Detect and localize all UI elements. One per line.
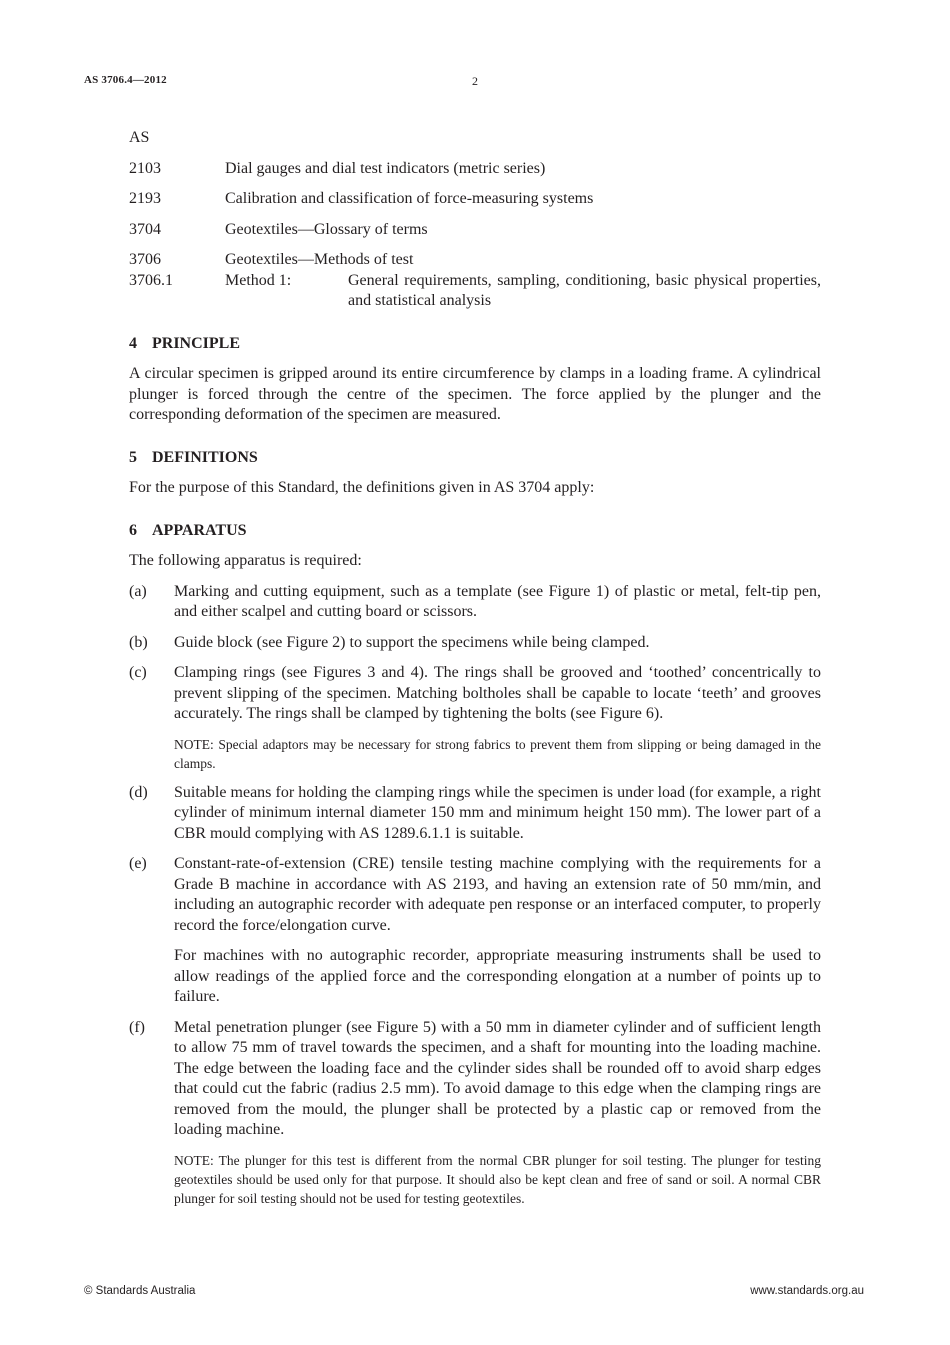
section-heading-definitions [129, 448, 821, 469]
item-body [174, 783, 821, 845]
reference-number: 3704 [129, 220, 161, 238]
item-text: Constant-rate-of-extension (CRE) tensile testing machine complying with the requirements for a Grade B machine in accordance with AS 2193, and having an extension rate of 50 mm/min, and including an autographic recorder with adequate pen response or an interfaced computer, to properly record the force/elongation curve. [174, 855, 821, 934]
principle-paragraph: A circular specimen is gripped around its entire circumference by clamps in a loading frame. A cylindrical plunger is forced through the centre of the specimen. The force applied by the plunger and the corresponding deformation of the specimen are measured. [129, 365, 821, 423]
references-list [129, 128, 821, 312]
reference-title: Calibration and classification of force-measuring systems [225, 190, 594, 207]
document-id: AS 3706.4—2012 [84, 74, 167, 86]
item-label: (c) [129, 664, 147, 681]
section-title: APPARATUS [152, 521, 247, 539]
item-label: (e) [129, 855, 147, 872]
item-body [174, 663, 821, 773]
reference-row [129, 250, 821, 271]
item-note: NOTE: The plunger for this test is different from the normal CBR plunger for soil testing. The plunger for testing geotextiles should be used only for that purpose. It should also be kept clean and free of sand or soil. A normal CBR plunger for soil testing should not be used for testing geotextiles. [174, 1152, 821, 1206]
reference-title: Dial gauges and dial test indicators (metric series) [225, 159, 546, 177]
item-body [174, 633, 821, 654]
item-body [174, 582, 821, 623]
item-text: Suitable means for holding the clamping rings while the specimen is under load (for example, a right cylinder of minimum internal diameter 150 mm and minimum height 150 mm). The lower part of a CBR mould complying with AS 1289.6.1.1 is suitable. [174, 783, 821, 842]
document-body [129, 128, 821, 1218]
reference-subrow [129, 271, 821, 312]
references-heading: AS [129, 129, 150, 146]
apparatus-item-e [129, 854, 821, 1008]
item-note: NOTE: Special adaptors may be necessary for strong fabrics to prevent them from slipping or being damaged in the clamps. [174, 736, 821, 771]
section-heading-apparatus [129, 521, 821, 542]
section-title: PRINCIPLE [152, 334, 241, 352]
apparatus-item-d [129, 783, 821, 845]
reference-row [129, 189, 821, 210]
item-text: Guide block (see Figure 2) to support the specimens while being clamped. [174, 633, 650, 651]
footer-url[interactable]: www.standards.org.au [750, 1285, 864, 1297]
footer-copyright: © Standards Australia [84, 1285, 196, 1297]
definitions-paragraph: For the purpose of this Standard, the definitions given in AS 3704 apply: [129, 479, 595, 496]
item-text: Metal penetration plunger (see Figure 5) with a 50 mm in diameter cylinder and of sufficient length to allow 75 mm of travel towards the specimen, and a shaft for mounting into the loading machine. The edge between the loading face and the cylinder sides shall be rounded off to avoid sharp edges that could cut the fabric (radius 2.5 mm). To avoid damage to this edge when the clamping rings are removed from the mould, the plunger shall be protected by a plastic cap or removed from the loading machine. [174, 1018, 821, 1138]
item-label: (f) [129, 1018, 145, 1036]
section-heading-principle [129, 334, 821, 355]
reference-row [129, 159, 821, 180]
reference-title: Geotextiles—Methods of test [225, 251, 414, 268]
item-text-continued: For machines with no autographic recorder, appropriate measuring instruments shall be used to allow readings of the applied force and the corresponding elongation at a number of points up to failure. [174, 947, 821, 1005]
section-number: 5 [129, 448, 137, 466]
reference-method: Method 1: [225, 271, 292, 289]
page-number: 2 [472, 74, 478, 88]
apparatus-item-a [129, 582, 821, 623]
item-text: Clamping rings (see Figures 3 and 4). The rings shall be grooved and ‘toothed’ concentrically to prevent slipping of the specimen. Matching boltholes shall be capable to locate ‘teeth’ and grooves accurately. The rings shall be clamped by tightening the bolts (see Figure 6). [174, 664, 821, 722]
reference-description: General requirements, sampling, conditioning, basic physical properties, and statistical analysis [348, 271, 821, 309]
item-body [174, 1018, 821, 1208]
section-number: 4 [129, 334, 137, 352]
item-label: (d) [129, 783, 148, 801]
item-label: (b) [129, 633, 148, 651]
item-text: Marking and cutting equipment, such as a template (see Figure 1) of plastic or metal, felt-tip pen, and either scalpel and cutting board or scissors. [174, 582, 821, 620]
apparatus-item-c [129, 663, 821, 773]
item-label: (a) [129, 582, 147, 600]
apparatus-intro: The following apparatus is required: [129, 552, 362, 569]
apparatus-item-f [129, 1018, 821, 1208]
reference-number: 3706 [129, 251, 161, 268]
section-number: 6 [129, 521, 137, 539]
reference-row [129, 220, 821, 241]
reference-number: 2103 [129, 159, 161, 177]
section-title: DEFINITIONS [152, 448, 258, 466]
reference-title: Geotextiles—Glossary of terms [225, 220, 428, 238]
apparatus-item-b [129, 633, 821, 654]
reference-number: 3706.1 [129, 271, 173, 289]
reference-number: 2193 [129, 190, 161, 207]
item-body [174, 854, 821, 1008]
